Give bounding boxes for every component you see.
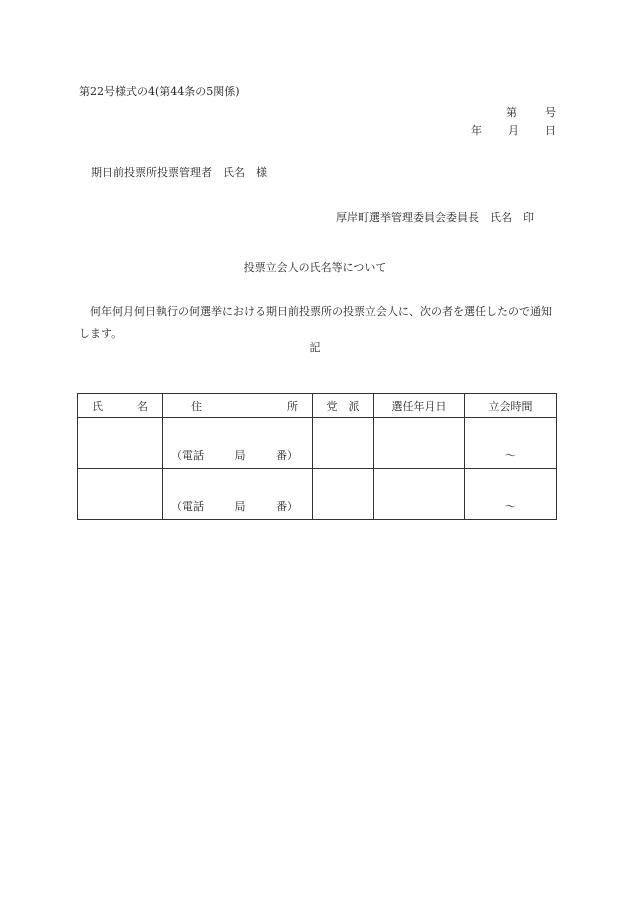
name-cell[interactable]: [78, 418, 163, 469]
party-cell[interactable]: [313, 469, 374, 520]
phone-open: （電話: [171, 500, 204, 513]
name-cell[interactable]: [78, 469, 163, 520]
header-address-char1: 住: [191, 399, 202, 413]
hours-tilde: ～: [505, 500, 516, 513]
phone-kyoku: 局: [234, 449, 246, 462]
header-name-char2: 名: [137, 399, 148, 413]
header-address-char2: 所: [287, 399, 298, 413]
appointed-date-cell[interactable]: [374, 469, 465, 520]
doc-no-go: 号: [545, 106, 556, 119]
header-appointed-date: 選任年月日: [374, 394, 465, 418]
hours-cell[interactable]: [465, 418, 557, 469]
phone-ban: 番）: [276, 500, 298, 513]
ki-heading: 記: [309, 341, 321, 354]
phone-line: [163, 447, 312, 468]
document-number-line: [506, 107, 556, 118]
header-name: [78, 394, 163, 418]
table-header-row: [78, 394, 557, 418]
date-year: 年: [471, 124, 482, 137]
date-day: 日: [545, 124, 556, 137]
address-cell[interactable]: [163, 418, 313, 469]
form-number: 第22号様式の4(第44条の5関係): [79, 85, 240, 98]
phone-open: （電話: [171, 449, 204, 462]
header-name-char1: 氏: [92, 399, 103, 413]
document-subject: 投票立会人の氏名等について: [243, 261, 387, 274]
phone-kyoku: 局: [234, 500, 246, 513]
hours-cell[interactable]: [465, 469, 557, 520]
body-paragraph: 何年何月何日執行の何選挙における期日前投票所の投票立会人に、次の者を選任したので通知します。: [79, 305, 552, 340]
document-date-line: [471, 125, 556, 136]
header-address: [163, 394, 313, 418]
date-month: 月: [508, 124, 519, 137]
hours-tilde: ～: [505, 449, 516, 462]
appointee-table: [77, 393, 557, 520]
header-hours: 立会時間: [465, 394, 557, 418]
sender: 厚岸町選挙管理委員会委員長 氏名 印: [336, 211, 534, 224]
header-party: 党 派: [313, 394, 374, 418]
appointed-date-cell[interactable]: [374, 418, 465, 469]
phone-ban: 番）: [276, 449, 298, 462]
phone-line: [163, 498, 312, 519]
table-row: [78, 469, 557, 520]
doc-no-dai: 第: [506, 106, 517, 119]
party-cell[interactable]: [313, 418, 374, 469]
addressee: 期日前投票所投票管理者 氏名 様: [91, 166, 267, 179]
table-row: [78, 418, 557, 469]
address-cell[interactable]: [163, 469, 313, 520]
